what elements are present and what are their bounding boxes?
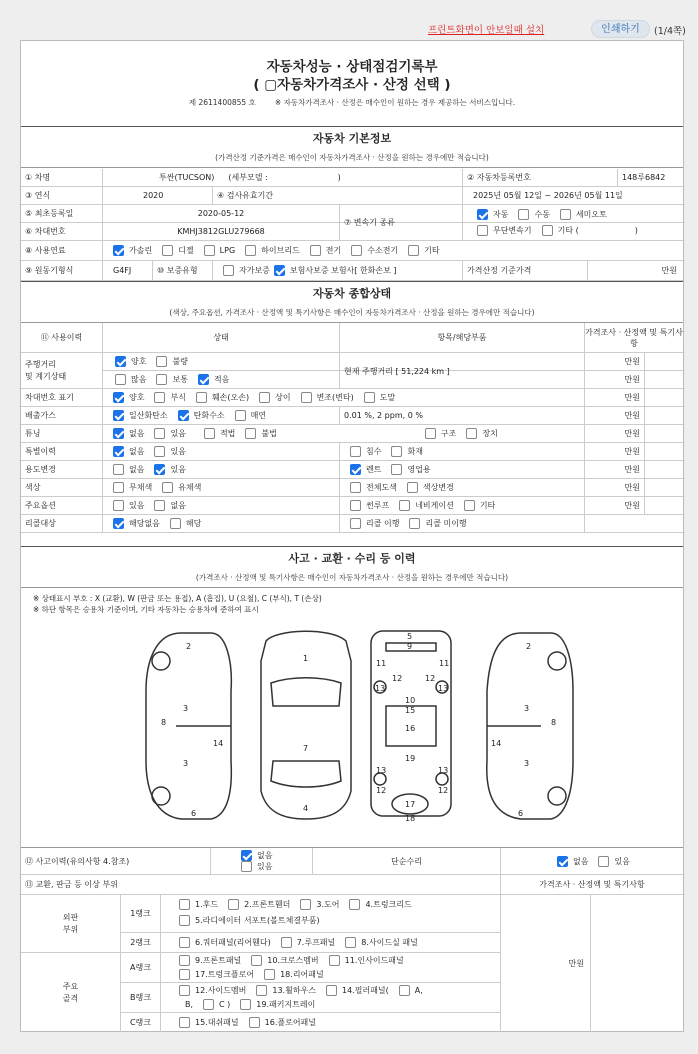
part-pillar-a-checkbox[interactable] [399, 985, 410, 996]
accident-notes [33, 593, 322, 615]
recall-opts: 해당없음 해당 [103, 515, 340, 532]
mileage-good-checkbox[interactable] [115, 356, 126, 367]
vin-mark-label: 차대번호 표기 [21, 389, 103, 406]
part-fender-checkbox[interactable] [228, 899, 239, 910]
tuning-row [21, 425, 683, 443]
svg-text:2: 2 [526, 642, 532, 651]
svg-text:14: 14 [213, 739, 224, 748]
rank2-items: 6.쿼터패널(리어휀다) 7.루프패널 8.사이드실 패널 [161, 933, 501, 953]
trans-auto-checkbox[interactable] [477, 209, 488, 220]
special-label: 특별이력 [21, 443, 103, 460]
warranty-self-checkbox[interactable] [223, 265, 234, 276]
option-parts: 썬루프 네비게이션 기타 [340, 497, 585, 514]
rank2-label: 2랭크 [121, 933, 161, 953]
rankC-label: C랭크 [121, 1013, 161, 1032]
color-opts: 무채색 유채색 [103, 479, 340, 496]
accident-note-basis: ※ 하단 항목은 승용차 기준이며, 기타 자동차는 승용차에 준하여 표시 [33, 605, 259, 614]
tuning-none-checkbox[interactable] [113, 428, 124, 439]
part-hood-checkbox[interactable] [179, 899, 190, 910]
emission-opts: 일산화탄소 탄화수소 매연 [103, 407, 340, 424]
svg-text:4: 4 [303, 804, 309, 813]
top-bar [0, 0, 698, 40]
svg-text:1: 1 [303, 654, 309, 663]
rankA-items: 9.프론트패널 10.크로스멤버 11.인사이드패널 17.트렁크플로어 18.리어패널 [161, 953, 501, 983]
usage-none-checkbox[interactable] [113, 464, 124, 475]
valid-label: ④ 검사유효기간 [213, 187, 463, 204]
rankB-items: 12.사이드멤버 13.휠하우스 14.필러패널( A, B, C ) 19.패키지트레이 [161, 983, 501, 1013]
warranty-label: ⑩ 보증유형 [153, 261, 213, 280]
status-title: 자동차 종합상태 [312, 287, 392, 300]
repair-none-checkbox[interactable] [557, 856, 568, 867]
trans-semi-checkbox[interactable] [560, 209, 571, 220]
vin-damage-checkbox[interactable] [196, 392, 207, 403]
svg-text:10: 10 [405, 696, 416, 705]
accident-none-checkbox[interactable] [241, 850, 252, 861]
emission-row [21, 407, 683, 425]
basic-info-title: 자동차 기본정보 [312, 132, 392, 145]
svg-text:7: 7 [303, 744, 309, 753]
special-fire-checkbox[interactable] [391, 446, 402, 457]
part-rearpanel-checkbox[interactable] [264, 969, 275, 980]
part-frontpanel-checkbox[interactable] [179, 955, 190, 966]
vin-painted-checkbox[interactable] [364, 392, 375, 403]
year-label: ③ 연식 [21, 187, 103, 204]
option-sunroof-checkbox[interactable] [350, 500, 361, 511]
recall-row [21, 515, 683, 533]
simple-repair-label: 단순수리 [313, 848, 501, 874]
vin-corrosion-checkbox[interactable] [154, 392, 165, 403]
option-opts: 있음 없음 [103, 497, 340, 514]
rankC-items: 15.대쉬패널 16.플로어패널 [161, 1013, 501, 1032]
usage-label: 용도변경 [21, 461, 103, 478]
car-name-label: ① 차명 [21, 169, 103, 186]
option-label: 주요옵션 [21, 497, 103, 514]
mileage-quality-opts: 양호 불량 [103, 353, 340, 370]
special-row [21, 443, 683, 461]
accident-header [21, 546, 683, 588]
vin-value: KMHJ3812GLU279668 [103, 223, 340, 240]
car-name-row [21, 169, 683, 187]
part-wheelhouse-checkbox[interactable] [256, 985, 267, 996]
fuel-etc-checkbox[interactable] [408, 245, 419, 256]
special-flood-checkbox[interactable] [350, 446, 361, 457]
left-rear-wheel-icon [152, 787, 170, 805]
emission-label: 배출가스 [21, 407, 103, 424]
accident-title: 사고 · 교환 · 수리 등 이력 [288, 552, 416, 565]
emission-co-checkbox[interactable] [113, 410, 124, 421]
tuning-legal-checkbox[interactable] [204, 428, 215, 439]
mileage-row2 [103, 371, 683, 389]
option-none-checkbox[interactable] [154, 500, 165, 511]
car-diagram-svg [21, 621, 683, 821]
first-reg-value: 2020-05-12 [103, 205, 340, 222]
accident-history-row [21, 847, 683, 875]
mileage-row1 [103, 353, 683, 376]
rankA-label: A랭크 [121, 953, 161, 983]
svg-text:17: 17 [405, 800, 416, 809]
svg-text:3: 3 [524, 759, 530, 768]
svg-text:16: 16 [405, 724, 416, 733]
svg-text:3: 3 [183, 759, 189, 768]
svg-text:12: 12 [425, 674, 436, 683]
part-floorpanel-checkbox[interactable] [249, 1017, 260, 1028]
svg-text:3: 3 [183, 704, 189, 713]
fuel-options: 가솔린 디젤 LPG 하이브리드 전기 수소전기 기타 [103, 241, 683, 260]
tuning-exist-checkbox[interactable] [154, 428, 165, 439]
mileage-value: 현재 주행거리 [ 51,224 km ] [340, 353, 585, 389]
svg-text:8: 8 [551, 718, 557, 727]
usage-unit: 만원 [585, 461, 645, 478]
document-header [21, 41, 683, 125]
svg-text:13: 13 [438, 684, 449, 693]
basic-info-header [21, 126, 683, 168]
color-fullpaint-checkbox[interactable] [350, 482, 361, 493]
vin-altered-checkbox[interactable] [301, 392, 312, 403]
svg-text:15: 15 [405, 706, 416, 715]
emission-values: 0.01 %, 2 ppm, 0 % [340, 407, 585, 424]
svg-text:12: 12 [392, 674, 403, 683]
top-rear-window [271, 761, 341, 787]
accident-history-opts: 없음 있음 [211, 848, 313, 874]
svg-text:18: 18 [405, 814, 416, 821]
accident-note-symbols: ※ 상태표시 부호 : X (교환), W (판금 또는 용접), A (흠집), U (요철), C (부식), T (손상) [33, 594, 322, 603]
exchange-price-label: 가격조사 · 산정액 및 특기사항 [539, 880, 645, 889]
trans-label: ⑦ 변속기 종류 [340, 205, 463, 241]
emission-smoke-checkbox[interactable] [235, 410, 246, 421]
tuning-opts: 없음 있음 적법 불법 구조 장치 [103, 425, 585, 442]
status-header [21, 281, 683, 323]
part-trunklid-checkbox[interactable] [349, 899, 360, 910]
exchange-header-row [21, 875, 683, 895]
svg-text:6: 6 [191, 809, 197, 818]
vin-mark-row [21, 389, 683, 407]
mileage-few-checkbox[interactable] [198, 374, 209, 385]
color-change-checkbox[interactable] [407, 482, 418, 493]
option-unit: 만원 [585, 497, 645, 514]
mileage-bad-checkbox[interactable] [156, 356, 167, 367]
mileage-label: 주행거리 및 계기상태 [21, 353, 103, 389]
top-windshield [271, 678, 341, 706]
col-parts: 항목/해당부품 [340, 323, 585, 352]
part-dashpanel-checkbox[interactable] [179, 1017, 190, 1028]
document-title: 자동차성능 · 상태점검기록부 [266, 59, 438, 75]
special-exist-checkbox[interactable] [154, 446, 165, 457]
option-row [21, 497, 683, 515]
recall-parts: 리콜 이행 리콜 미이행 [340, 515, 585, 532]
status-subtitle: (색상, 주요옵션, 가격조사 · 산정액 및 특기사항은 매수인이 자동차가격조사 · 산정을 원하는 경우에만 적습니다) [169, 308, 535, 317]
fuel-electric-checkbox[interactable] [310, 245, 321, 256]
trans-etc-checkbox[interactable] [542, 225, 553, 236]
svg-text:2: 2 [186, 642, 192, 651]
base-price-label: 가격산정 기준가격 [463, 261, 588, 280]
vin-mark-unit: 만원 [585, 389, 645, 406]
svg-text:19: 19 [405, 754, 416, 763]
mileage-unit2: 만원 [585, 371, 645, 388]
color-label: 색상 [21, 479, 103, 496]
right-front-wheel-icon [548, 652, 566, 670]
svg-text:8: 8 [161, 718, 167, 727]
trans-manual-checkbox[interactable] [518, 209, 529, 220]
vin-mismatch-checkbox[interactable] [259, 392, 270, 403]
document-subtitle: ( ▢자동차가격조사 · 산정 선택 ) [253, 77, 451, 93]
rank1-items: 1.후드 2.프론트휀더 3.도어 4.트렁크리드 5.라디에이터 서포트(볼트체결부품) [161, 895, 501, 933]
outer-parts-label: 외판 부위 [21, 895, 121, 953]
car-name-value: 투싼(TUCSON) (세부모델 : ) [103, 169, 463, 186]
col-state: 상태 [103, 323, 340, 352]
svg-text:6: 6 [518, 809, 524, 818]
reg-value: 148루6842 [622, 173, 666, 182]
part-roof-checkbox[interactable] [281, 937, 292, 948]
part-packagetray-checkbox[interactable] [240, 999, 251, 1010]
tuning-device-checkbox[interactable] [466, 428, 477, 439]
repair-exist-checkbox[interactable] [598, 856, 609, 867]
warranty-insurance-checkbox[interactable] [274, 265, 285, 276]
reg-label: ② 자동차등록번호 [463, 169, 618, 186]
recall-label: 리콜대상 [21, 515, 103, 532]
svg-text:11: 11 [439, 659, 450, 668]
part-crossmember-checkbox[interactable] [251, 955, 262, 966]
first-reg-label: ⑤ 최초등록일 [21, 205, 103, 222]
basic-info-subtitle: (가격산정 기준가격은 매수인이 자동차가격조사 · 산정을 원하는 경우에만 적습니다) [215, 153, 489, 162]
svg-text:9: 9 [407, 642, 413, 651]
warranty-options: 자가보증 보험사보증 보험사[ 한화손보 ] [213, 261, 463, 280]
option-exist-checkbox[interactable] [113, 500, 124, 511]
part-sidemember-checkbox[interactable] [179, 985, 190, 996]
frame-parts-label: 주요 골격 [21, 953, 121, 1032]
color-parts: 전체도색 색상변경 [340, 479, 585, 496]
usage-parts: 렌트 영업용 [340, 461, 585, 478]
status-col-header [21, 323, 683, 353]
col-price: 가격조사 · 산정액 및 특기사항 [585, 327, 683, 348]
svg-text:13: 13 [438, 766, 449, 775]
accident-exist-checkbox[interactable] [241, 861, 252, 872]
svg-text:11: 11 [376, 659, 387, 668]
inspection-document [20, 40, 684, 1032]
option-navi-checkbox[interactable] [399, 500, 410, 511]
emission-hc-checkbox[interactable] [178, 410, 189, 421]
mileage-unit1: 만원 [585, 353, 645, 370]
base-price-unit: 만원 [661, 266, 677, 275]
page-count: (1/4쪽) [654, 26, 686, 37]
tuning-structure-checkbox[interactable] [425, 428, 436, 439]
usage-opts: 없음 있음 [103, 461, 340, 478]
recall-done-checkbox[interactable] [350, 518, 361, 529]
part-quarter-checkbox[interactable] [179, 937, 190, 948]
svg-text:3: 3 [524, 704, 530, 713]
svg-text:14: 14 [491, 739, 502, 748]
mileage-normal-checkbox[interactable] [156, 374, 167, 385]
accident-subtitle: (가격조사 · 산정액 및 특기사항은 매수인이 자동차가격조사 · 산정을 원하는 경우에만 적습니다) [195, 573, 509, 582]
accident-history-label: ⑫ 사고이력(유의사항 4.참조) [21, 848, 211, 874]
left-front-wheel-icon [152, 652, 170, 670]
part-sidesill-checkbox[interactable] [345, 937, 356, 948]
rank1-label: 1랭크 [121, 895, 161, 933]
part-pillar-c-checkbox[interactable] [203, 999, 214, 1010]
vin-good-checkbox[interactable] [113, 392, 124, 403]
fuel-diesel-checkbox[interactable] [162, 245, 173, 256]
trans-cvt-checkbox[interactable] [477, 225, 488, 236]
col-history: ⑪ 사용이력 [21, 323, 103, 352]
color-achromatic-checkbox[interactable] [113, 482, 124, 493]
fuel-hydrogen-checkbox[interactable] [351, 245, 362, 256]
special-parts: 침수 화재 [340, 443, 585, 460]
print-button[interactable]: 인쇄하기 [591, 20, 650, 38]
fuel-label: ⑧ 사용연료 [21, 241, 103, 260]
part-door-checkbox[interactable] [300, 899, 311, 910]
usage-rent-checkbox[interactable] [350, 464, 361, 475]
fuel-lpg-checkbox[interactable] [204, 245, 215, 256]
option-etc-checkbox[interactable] [464, 500, 475, 511]
valid-value: 2025년 05월 12일 ~ 2026년 05월 11일 [473, 191, 623, 200]
year-row [21, 187, 683, 205]
engine-row [21, 261, 683, 281]
svg-text:13: 13 [375, 684, 386, 693]
vin-label: ⑥ 차대번호 [21, 223, 103, 240]
mileage-amount-opts: 많음 보통 적음 [103, 371, 340, 388]
document-number-line: 제 2611400855 호 ※ 자동차가격조사 · 산정은 매수인이 원하는 경우 제공하는 서비스입니다. [188, 98, 516, 107]
part-radiator-checkbox[interactable] [179, 915, 190, 926]
fuel-gasoline-checkbox[interactable] [113, 245, 124, 256]
fuel-row [21, 241, 683, 261]
recall-not-checkbox[interactable] [409, 518, 420, 529]
exchange-label: ⑬ 교환, 판금 등 이상 부위 [21, 875, 501, 894]
color-unit: 만원 [585, 479, 645, 496]
exchange-price-unit: 만원 [501, 895, 591, 1032]
svg-text:12: 12 [376, 786, 387, 795]
color-chromatic-checkbox[interactable] [162, 482, 173, 493]
recall-na-checkbox[interactable] [113, 518, 124, 529]
fuel-hybrid-checkbox[interactable] [245, 245, 256, 256]
color-row [21, 479, 683, 497]
special-none-checkbox[interactable] [113, 446, 124, 457]
tuning-unit: 만원 [585, 425, 645, 442]
print-install-link[interactable]: 프린트화면이 안보일때 설치 [428, 25, 545, 36]
recall-applicable-checkbox[interactable] [170, 518, 181, 529]
part-trunkfloor-checkbox[interactable] [179, 969, 190, 980]
tuning-illegal-checkbox[interactable] [245, 428, 256, 439]
part-pillar-checkbox[interactable] [326, 985, 337, 996]
usage-row [21, 461, 683, 479]
usage-business-checkbox[interactable] [391, 464, 402, 475]
year-value: 2020 [103, 187, 213, 204]
right-rear-wheel-icon [548, 787, 566, 805]
svg-text:12: 12 [438, 786, 449, 795]
part-insidepanel-checkbox[interactable] [329, 955, 340, 966]
trans-options: 자동 수동 세미오토 무단변속기 기타 ( ) [463, 205, 683, 241]
svg-text:5: 5 [407, 632, 413, 641]
mileage-many-checkbox[interactable] [115, 374, 126, 385]
special-unit: 만원 [585, 443, 645, 460]
engine-value: G4FJ [103, 261, 153, 280]
simple-repair-opts: 없음 있음 [501, 848, 683, 874]
vin-mark-opts: 양호 부식 훼손(오손) 상이 변조(변타) 도말 [103, 389, 585, 406]
car-diagram [21, 632, 683, 837]
svg-text:13: 13 [376, 766, 387, 775]
usage-exist-checkbox[interactable] [154, 464, 165, 475]
tuning-label: 튜닝 [21, 425, 103, 442]
rankB-label: B랭크 [121, 983, 161, 1013]
special-opts: 없음 있음 [103, 443, 340, 460]
emission-unit: 만원 [585, 407, 645, 424]
engine-label: ⑨ 원동기형식 [21, 261, 103, 280]
